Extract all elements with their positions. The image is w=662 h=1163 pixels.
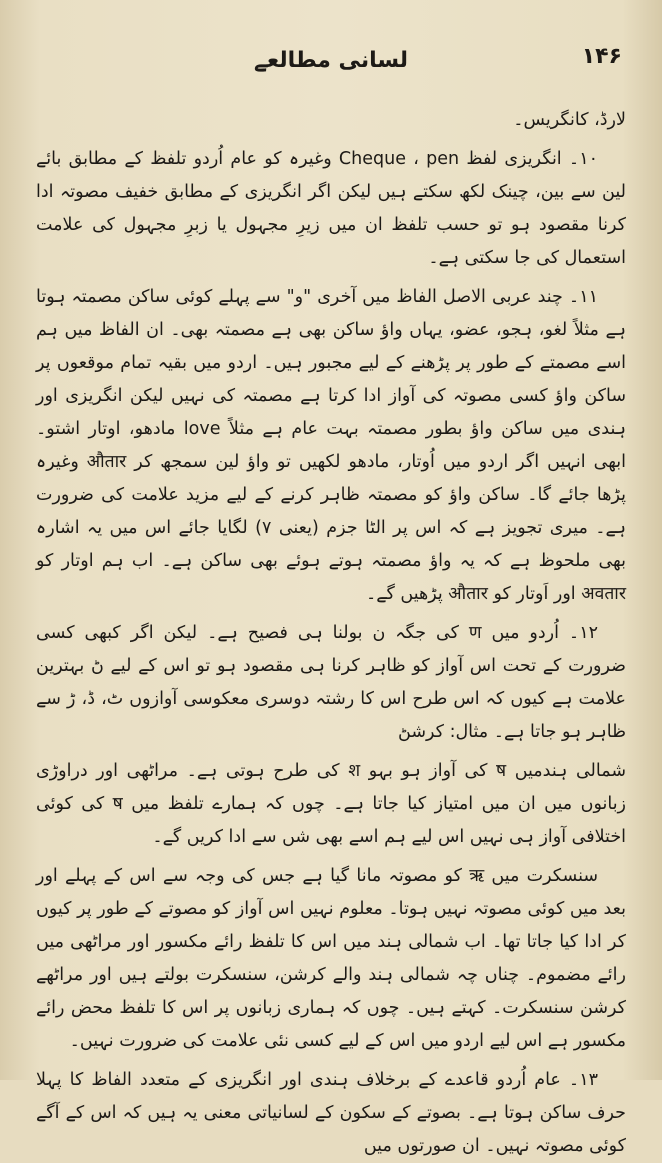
paragraph-13: ۱۳۔ عام اُردو قاعدے کے برخلاف ہندی اور انگریزی کے متعدد الفاظ کا پہلا حرف ساکن ہوتا ہے۔ بصوتے کے سکون کے لسانیاتی معنی یہ ہیں کہ اس کے آگے کوئی مصوتہ نہیں۔ ان صورتوں میں — [36, 1070, 626, 1156]
paragraph-continuation: لارڈ، کانگریس۔ — [513, 110, 626, 130]
paragraph-shin: شمالی ہندمیں ष کی آواز ہو بہو श کی طرح ہوتی ہے۔ مراٹھی اور دراوڑی زبانوں میں ان میں امتیاز کیا جاتا ہے۔ چوں کہ ہمارے تلفظ میں ष کی کوئی اختلافی آواز ہی نہیں اس لیے ہم اسے بھی شں سے ادا کریں گے۔ — [36, 761, 627, 847]
page-body — [36, 104, 627, 1156]
paragraph-sanskrit: سنسکرت میں ऋ کو مصوتہ مانا گیا ہے جس کی وجہ سے اس کے پہلے اور بعد میں کوئی مصوتہ نہیں ہوتا۔ معلوم نہیں اس آواز کو مصوتے کے طور پر کیوں کر ادا کیا جاتا تھا۔ اب شمالی ہند میں اس کا تلفظ رائے مکسور اور مراٹھی میں رائے مضموم۔ چناں چہ شمالی ہند والے کرشن، سنسکرت بولتے ہیں اور مراٹھے کرشن سنسکرت۔ کہتے ہیں۔ چوں کہ ہماری زبانوں پر اس کا تلفظ محض رائے مکسور ہے اس لیے اردو میں اس کے لیے کسی نئی علامت کی ضرورت نہیں۔ — [36, 866, 626, 1051]
page-header — [40, 44, 622, 84]
paragraph-10: ۱۰۔ انگریزی لفظ Cheque ، pen وغیرہ کو عام اُردو تلفظ کے مطابق بائے لین سے بین، چینک لکھ سکتے ہیں لیکن اگر انگریزی کے مطابق خفیف مصوتہ ادا کرنا مقصود ہو تو حسب تلفظ ان میں زیرِ مجہول یا زبرِ مجہول کی علامت استعمال کی جا سکتی ہے۔ — [36, 149, 626, 268]
paragraph-12: ۱۲۔ اُردو میں ण کی جگہ ن بولنا ہی فصیح ہے۔ لیکن اگر کبھی کسی ضرورت کے تحت اس آواز کو ظاہر کرنا ہی مقصود ہو تو اس کے لیے ڻ بہترین علامت ہے کیوں کہ اس طرح اس کا رشتہ دوسری معکوسی آوازوں ٹ، ڈ، ڑ سے ظاہر ہو جاتا ہے۔ مثال: کرشڻ — [36, 623, 626, 742]
paragraph-11: ۱۱۔ چند عربی الاصل الفاظ میں آخری "و" سے پہلے کوئی ساکن مصمتہ ہوتا ہے مثلاً لغو، ہجو، عضو، یہاں واؤ ساکن بھی ہے مصمتہ بھی۔ ان الفاظ میں ہم اسے مصمتے کے طور پر پڑھنے کے لیے مجبور ہیں۔ اردو میں بقیہ تمام موقعوں پر ساکن واؤ کسی مصوتہ کی آواز ادا کرتا ہے مصمتہ کی نہیں لیکن انگریزی اور ہندی میں ساکن واؤ بطور مصمتہ بہت عام ہے مثلاً love مادھو، اوتار اشتو۔ ابھی انہیں اگر اردو میں اُوتار، مادھو لکھیں تو واؤ لین سمجھ کر औतार وغیرہ پڑھا جائے گا۔ ساکن واؤ کو مصمتہ ظاہر کرنے کے لیے مزید علامت کی ضرورت ہے۔ میری تجویز ہے کہ اس پر الٹا جزم (یعنی ۷) لگایا جائے اس میں یہ اشارہ بھی ملحوظ ہے کہ یہ واؤ مصمتہ ہوتے ہوئے بھی ساکن ہے۔ اب ہم اوتار کو अवतार اور اَوتار کو औतार پڑھیں گے۔ — [36, 287, 627, 604]
running-title: لسانی مطالعے — [254, 48, 408, 73]
page-number: ۱۴۶ — [581, 44, 622, 69]
